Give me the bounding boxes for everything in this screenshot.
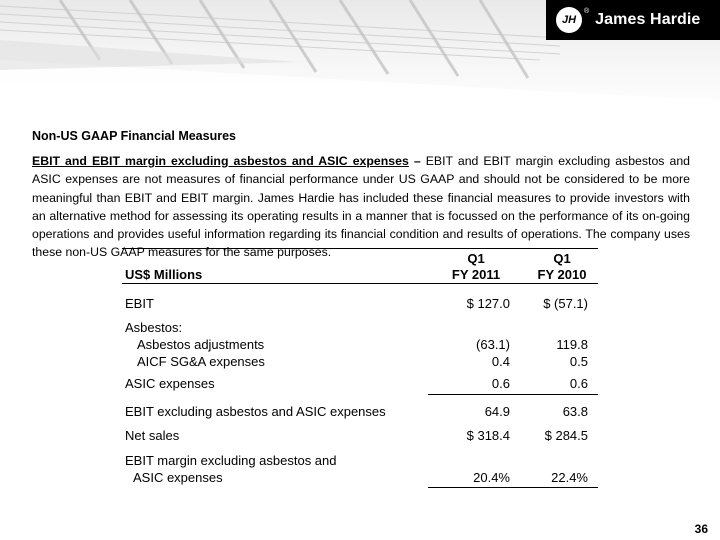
row-label: ASIC expenses — [125, 376, 215, 391]
col1-period: Q1 — [467, 251, 485, 266]
page-heading: Non-US GAAP Financial Measures — [32, 129, 236, 143]
row-value-fy2010: $ (57.1) — [543, 296, 588, 311]
header-banner — [0, 0, 720, 112]
page-number: 36 — [694, 522, 708, 536]
row-value-fy2010: 63.8 — [562, 404, 588, 419]
row-value-fy2011: $ 127.0 — [466, 296, 510, 311]
row-value-fy2010: 22.4% — [551, 470, 588, 485]
row-value-fy2010: $ 284.5 — [544, 428, 588, 443]
col1-year: FY 2011 — [451, 267, 501, 282]
col2-period: Q1 — [553, 251, 571, 266]
row-value-fy2011: $ 318.4 — [466, 428, 510, 443]
row-label: Asbestos adjustments — [137, 337, 265, 352]
paragraph-dash: – — [413, 154, 421, 168]
paragraph-body: EBIT and EBIT margin excluding asbestos and ASIC expenses are not measures of financial performance under US GAAP and should not be considered to be more meaningful than EBIT and EBIT margin. James Hardie has included these financial measures to provide investors with an alternative method for assessing its operating results in a manner that is focussed on the performance of its on-going operations and provides useful information regarding its financial condition and results of operations. The company uses these non-US GAAP measures for the same purposes. — [32, 154, 690, 260]
jh-logo-icon: JH — [556, 7, 582, 33]
row-label: AICF SG&A expenses — [137, 354, 265, 369]
col2-year: FY 2010 — [537, 267, 587, 282]
total-rule — [428, 487, 598, 488]
row-value-fy2010: 0.6 — [569, 376, 588, 391]
row-value-fy2010: 0.5 — [569, 354, 588, 369]
row-value-fy2011: 0.6 — [491, 376, 510, 391]
registered-mark: ® — [584, 8, 590, 15]
subtotal-rule — [428, 394, 598, 395]
row-label: EBIT excluding asbestos and ASIC expenses — [125, 404, 386, 419]
brand-name: James Hardie — [595, 11, 701, 28]
row-label: EBIT — [125, 296, 154, 311]
row-label: Asbestos: — [125, 320, 183, 335]
brand-logo — [546, 0, 720, 40]
paragraph-lead: EBIT and EBIT margin excluding asbestos and ASIC expenses — [32, 154, 409, 168]
row-label: Net sales — [125, 428, 180, 443]
row-label: EBIT margin excluding asbestos and — [125, 453, 337, 468]
header-rule — [122, 283, 598, 284]
row-label: ASIC expenses — [133, 470, 223, 485]
row-value-fy2011: 0.4 — [491, 354, 510, 369]
row-value-fy2011: (63.1) — [476, 337, 510, 352]
row-value-fy2011: 64.9 — [484, 404, 510, 419]
row-value-fy2010: 119.8 — [556, 337, 588, 352]
unit-label: US$ Millions — [125, 267, 203, 282]
row-value-fy2011: 20.4% — [473, 470, 510, 485]
intro-paragraph — [32, 152, 690, 262]
